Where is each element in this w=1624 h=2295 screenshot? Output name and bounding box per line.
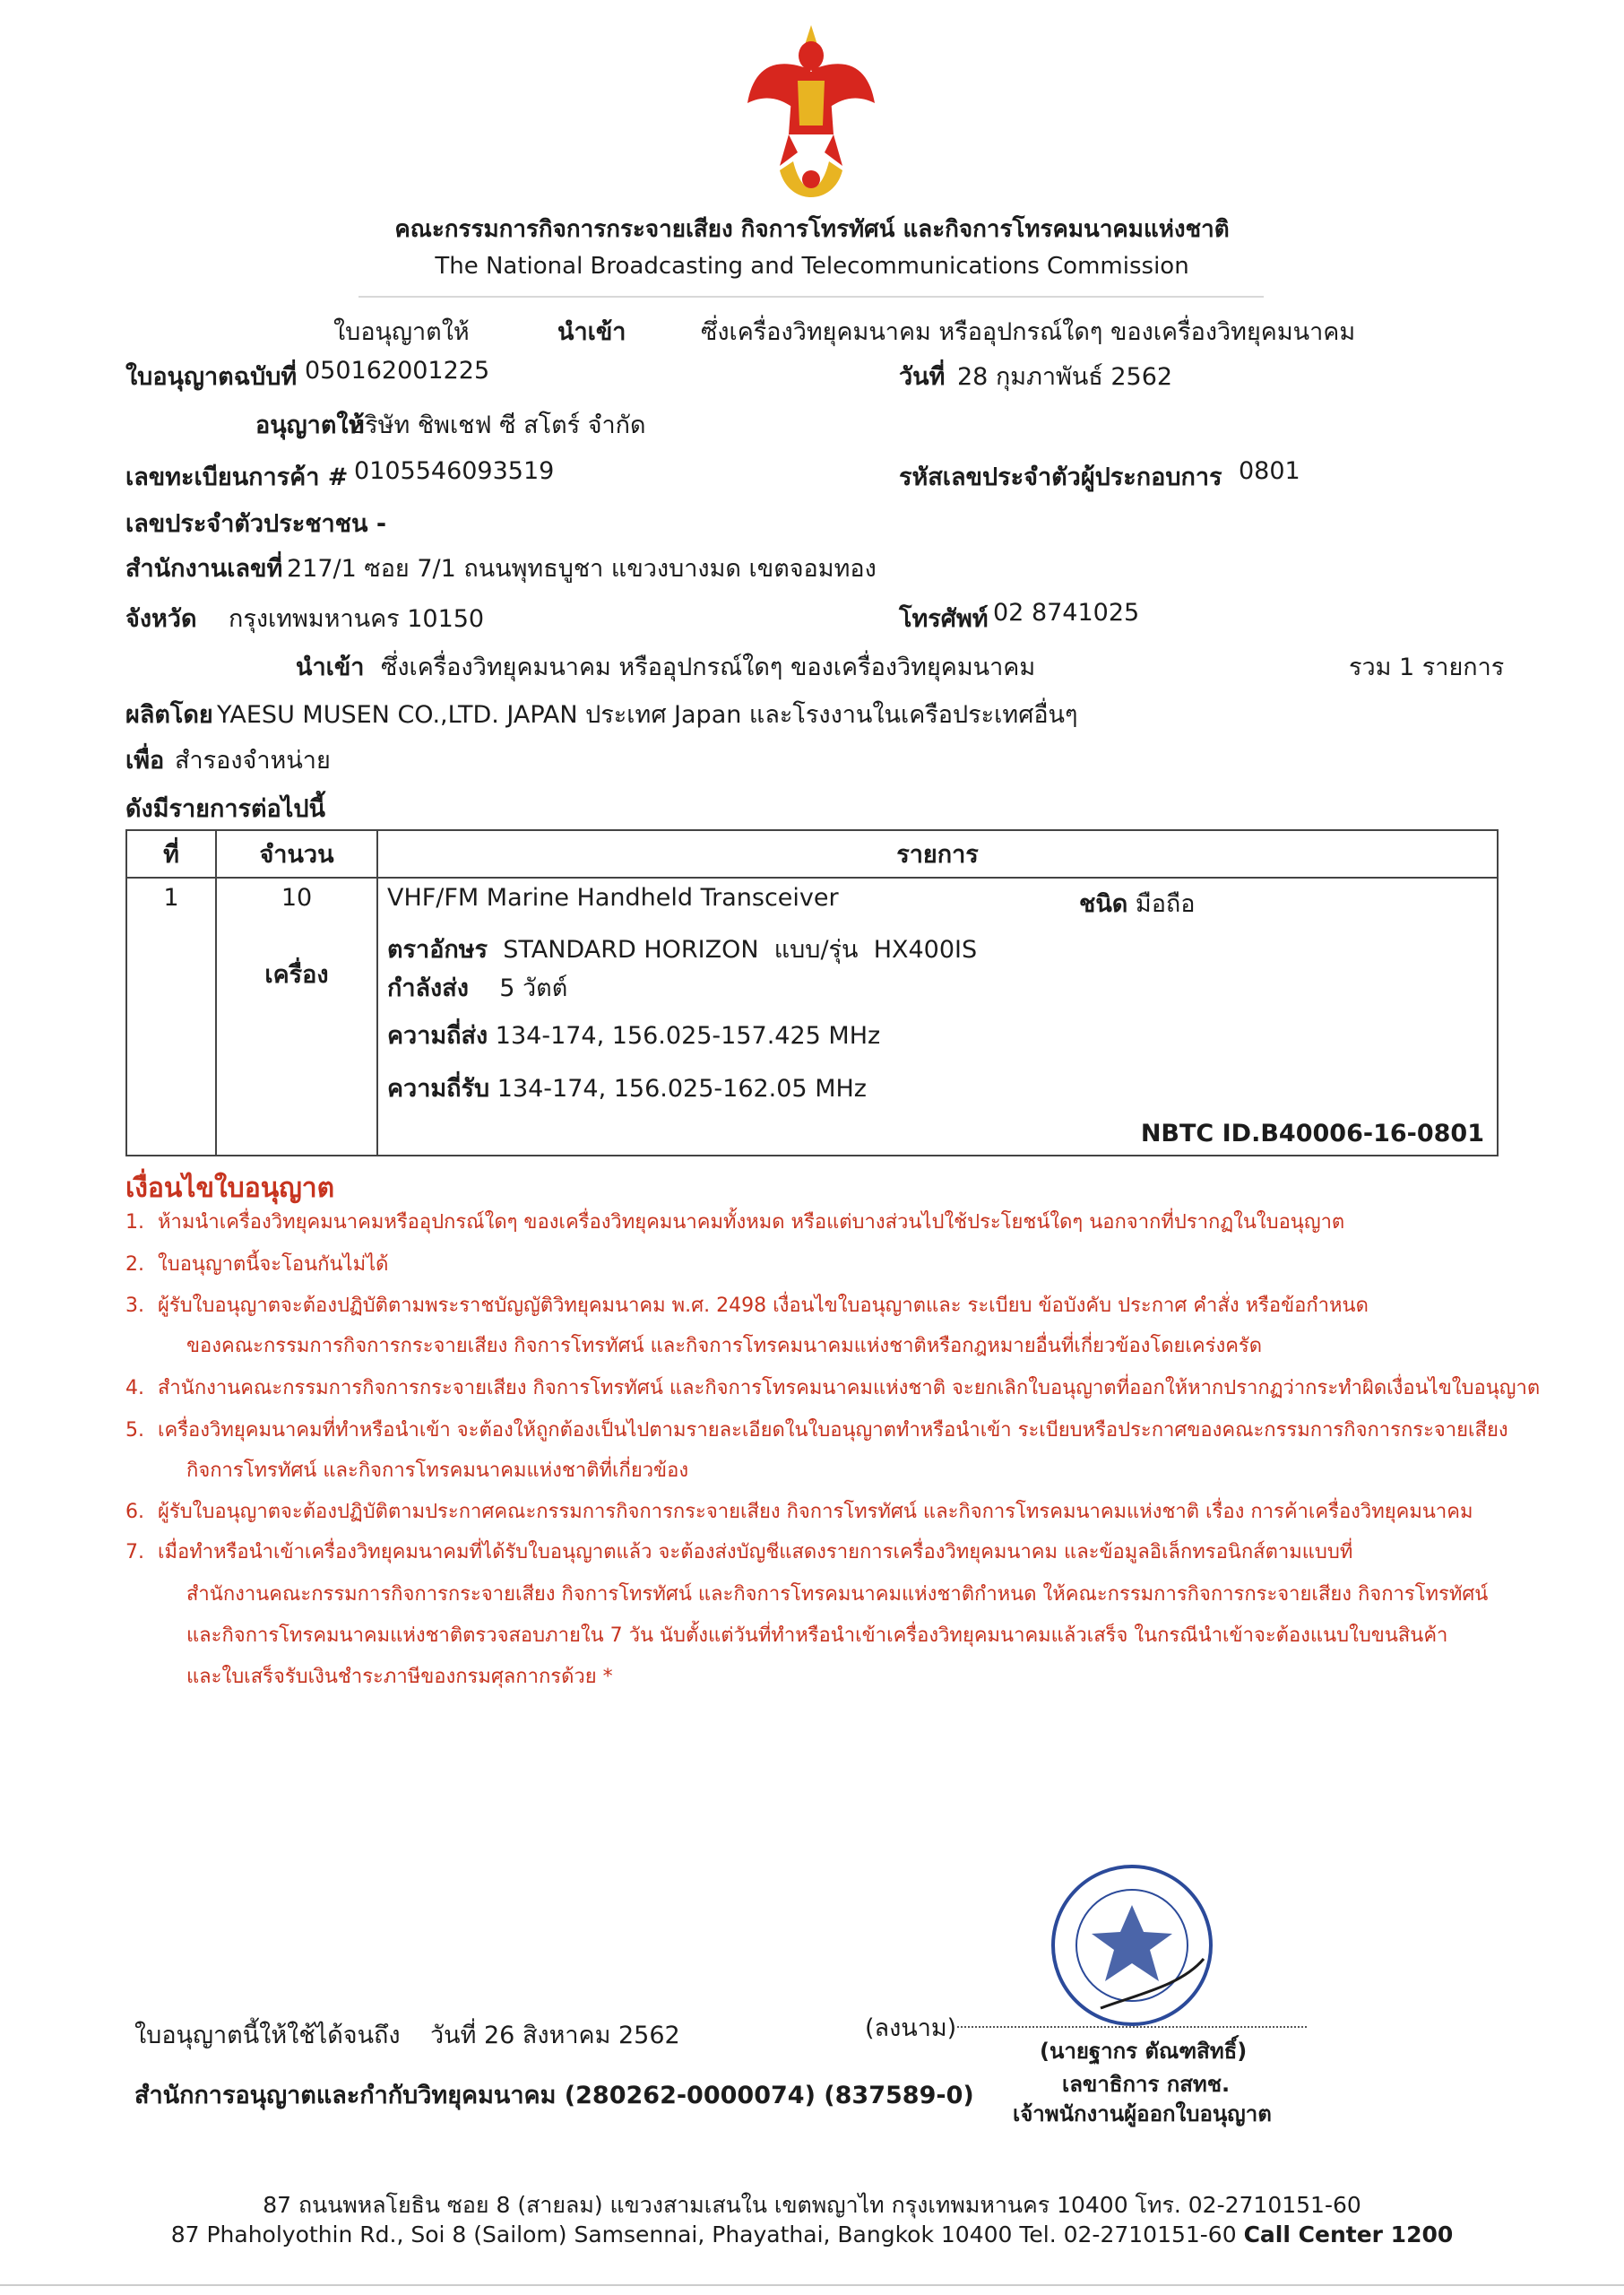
province-value: กรุงเทพมหานคร 10150 (229, 605, 485, 633)
kind-value: มือถือ (1135, 890, 1196, 918)
condition-line (125, 1578, 1488, 1609)
license-type-desc: ซึ่งเครื่องวิทยุคมนาคม หรืออุปกรณ์ใดๆ ของเครื่องวิทยุคมนาคม (701, 318, 1356, 346)
call-center: Call Center 1200 (1243, 2221, 1454, 2247)
footer-address-english-line (0, 2221, 1624, 2247)
condition-line (125, 1372, 1540, 1403)
condition-text: ใบอนุญาตนี้จะโอนกันไม่ได้ (158, 1253, 389, 1276)
condition-line (125, 1536, 1352, 1567)
condition-number: 6. (125, 1501, 144, 1523)
model-value: HX400IS (873, 936, 978, 964)
maker-value: YAESU MUSEN CO.,LTD. JAPAN ประเทศ Japan และโรงงานในเครือประเทศอื่นๆ (217, 701, 1078, 729)
model-label: แบบ/รุ่น (773, 936, 859, 964)
condition-line (125, 1289, 1369, 1321)
grantee-value: บริษัท ชิพเชฟ ซี สโตร์ จำกัด (350, 411, 646, 439)
total-items: รวม 1 รายการ (1349, 654, 1505, 681)
condition-text: กิจการโทรทัศน์ และกิจการโทรคมนาคมแห่งชาติที่เกี่ยวข้อง (186, 1459, 689, 1482)
import-desc: ซึ่งเครื่องวิทยุคมนาคม หรืออุปกรณ์ใดๆ ของเครื่องวิทยุคมนาคม (381, 654, 1036, 681)
licensing-office: สำนักการอนุญาตและกำกับวิทยุคมนาคม (280262-0000074) (837589-0) (134, 2082, 974, 2109)
garuda-emblem (744, 18, 878, 206)
condition-text: สำนักงานคณะกรรมการกิจการกระจายเสียง กิจการโทรทัศน์ และกิจการโทรคมนาคมแห่งชาติ จะยกเลิกใบอนุญาตที่ออกให้หากปรากฏว่ากระทำผิดเงื่อนไขใบอนุญาต (158, 1377, 1541, 1399)
item-name: VHF/FM Marine Handheld Transceiver (387, 884, 839, 912)
col-qty-header: จำนวน (216, 830, 377, 878)
office-value: 217/1 ซอย 7/1 ถนนพุทธบูชา แขวงบางมด เขตจอมทอง (287, 555, 877, 583)
org-name-thai: คณะกรรมการกิจการกระจายเสียง กิจการโทรทัศน์ และกิจการโทรคมนาคมแห่งชาติ (394, 216, 1230, 243)
condition-number: 3. (125, 1295, 144, 1317)
phone-value: 02 8741025 (993, 599, 1140, 627)
province-label: จังหวัด (125, 605, 197, 633)
maker-label: ผลิตโดย (125, 701, 213, 729)
condition-number: 4. (125, 1377, 144, 1399)
condition-line (125, 1329, 1262, 1361)
citizen-id-label: เลขประจำตัวประชาชน - (125, 510, 387, 538)
import-label: นำเข้า (296, 654, 365, 681)
condition-text: ห้ามนำเครื่องวิทยุคมนาคมหรืออุปกรณ์ใดๆ ของเครื่องวิทยุคมนาคมทั้งหมด หรือแต่บางส่วนไปใช้ประโยชน์ใดๆ นอกจากที่ปรากฏในใบอนุญาต (158, 1211, 1345, 1234)
condition-text: และใบเสร็จรับเงินชำระภาษีของกรมศุลกากรด้วย * (186, 1666, 613, 1688)
items-table (125, 829, 1499, 1156)
condition-line (125, 1660, 613, 1692)
sign-label: (ลงนาม) (865, 2014, 957, 2042)
row-qty: 10 (281, 884, 313, 912)
footer-address-english: 87 Phaholyothin Rd., Soi 8 (Sailom) Samsennai, Phayathai, Bangkok 10400 Tel. 02-2710151-60 (170, 2221, 1237, 2247)
license-number-label: ใบอนุญาตฉบับที่ (125, 363, 298, 391)
col-no-header: ที่ (126, 830, 216, 878)
purpose-value: สำรองจำหน่าย (175, 747, 331, 775)
nbtc-id: NBTC ID.B40006-16-0801 (1140, 1120, 1484, 1148)
kind-label: ชนิด (1079, 890, 1128, 918)
trade-reg-label: เลขทะเบียนการค้า # (125, 463, 349, 491)
purpose-label: เพื่อ (125, 747, 165, 775)
condition-text: เครื่องวิทยุคมนาคมที่ทำหรือนำเข้า จะต้องให้ถูกต้องเป็นไปตามรายละเอียดในใบอนุญาตทำหรือนำเข้า ระเบียบหรือประกาศของคณะกรรมการกิจการกระจายเสียง (158, 1419, 1508, 1442)
col-item-header: รายการ (377, 830, 1498, 878)
validity-label: ใบอนุญาตนี้ให้ใช้ได้จนถึง (134, 2022, 401, 2049)
official-seal (1047, 1860, 1217, 2031)
conditions-title: เงื่อนไขใบอนุญาต (125, 1173, 335, 1204)
validity-date: วันที่ 26 สิงหาคม 2562 (430, 2022, 680, 2049)
signatory-name: (นายฐากร ตัณฑสิทธิ์) (1040, 2039, 1248, 2064)
row-no: 1 (126, 878, 216, 1156)
trade-reg-value: 0105546093519 (354, 457, 555, 485)
condition-text: ของคณะกรรมการกิจการกระจายเสียง กิจการโทรทัศน์ และกิจการโทรคมนาคมแห่งชาติหรือกฎหมายอื่นที่เกี่ยวข้องโดยเคร่งครัด (186, 1335, 1263, 1357)
condition-line (125, 1619, 1447, 1650)
condition-text: เมื่อทำหรือนำเข้าเครื่องวิทยุคมนาคมที่ได้รับใบอนุญาตแล้ว จะต้องส่งบัญชีแสดงรายการเครื่องวิทยุคมนาคม และข้อมูลอิเล็กทรอนิกส์ตามแบบที่ (158, 1541, 1353, 1563)
license-date-label: วันที่ (899, 363, 946, 391)
rx-freq-value: 134-174, 156.025-162.05 MHz (497, 1075, 867, 1103)
condition-text: และกิจการโทรคมนาคมแห่งชาติตรวจสอบภายใน 7 วัน นับตั้งแต่วันที่ทำหรือนำเข้าเครื่องวิทยุคมนาคมแล้วเสร็จ ในกรณีนำเข้าจะต้องแนบใบขนสินค้า (186, 1624, 1448, 1647)
operator-code-label: รหัสเลขประจำตัวผู้ประกอบการ (899, 463, 1222, 491)
license-type-label: ใบอนุญาตให้ (333, 318, 470, 346)
condition-line (125, 1414, 1508, 1445)
brand-value: STANDARD HORIZON (503, 936, 759, 964)
condition-number: 2. (125, 1253, 144, 1276)
table-header-row (126, 830, 1498, 878)
condition-line (125, 1206, 1344, 1237)
license-number-value: 050162001225 (305, 357, 490, 385)
grantee-label: อนุญาตให้ (255, 411, 365, 439)
signature-line (957, 2026, 1307, 2028)
condition-line (125, 1495, 1473, 1527)
condition-text: สำนักงานคณะกรรมการกิจการกระจายเสียง กิจการโทรทัศน์ และกิจการโทรคมนาคมแห่งชาติกำหนด ให้คณะกรรมการกิจการกระจายเสียง กิจการโทรทัศน์ (186, 1583, 1489, 1606)
tx-freq-label: ความถี่ส่ง (387, 1022, 488, 1050)
rx-freq-label: ความถี่รับ (387, 1075, 490, 1103)
row-item-cell (377, 878, 1498, 1156)
power-value: 5 วัตต์ (499, 974, 568, 1002)
office-label: สำนักงานเลขที่ (125, 555, 283, 583)
row-unit: เครื่อง (264, 961, 329, 989)
condition-text: ผู้รับใบอนุญาตจะต้องปฏิบัติตามประกาศคณะกรรมการกิจการกระจายเสียง กิจการโทรทัศน์ และกิจการโทรคมนาคมแห่งชาติ เรื่อง การค้าเครื่องวิทยุคมนาคม (158, 1501, 1473, 1523)
power-label: กำลังส่ง (387, 974, 469, 1002)
operator-code-value: 0801 (1239, 457, 1300, 485)
org-name-english: The National Broadcasting and Telecommunications Commission (435, 253, 1189, 280)
signatory-title: เลขาธิการ กสทช. (1062, 2072, 1231, 2097)
list-heading: ดังมีรายการต่อไปนี้ (125, 795, 325, 823)
phone-label: โทรศัพท์ (899, 605, 989, 633)
condition-number: 5. (125, 1419, 144, 1442)
bottom-divider (0, 2284, 1624, 2286)
condition-line (125, 1454, 688, 1485)
license-date-value: 28 กุมภาพันธ์ 2562 (957, 363, 1173, 391)
condition-text: ผู้รับใบอนุญาตจะต้องปฏิบัติตามพระราชบัญญัติวิทยุคมนาคม พ.ศ. 2498 เงื่อนไขใบอนุญาตและ ระเบียบ ข้อบังคับ ประกาศ คำสั่ง หรือข้อกำหนด (158, 1295, 1369, 1317)
row-qty-cell (216, 878, 377, 1156)
brand-label: ตราอักษร (387, 936, 488, 964)
condition-number: 1. (125, 1211, 144, 1234)
condition-line (125, 1248, 388, 1279)
header-divider (358, 296, 1264, 298)
license-type-action: นำเข้า (557, 318, 626, 346)
condition-number: 7. (125, 1541, 144, 1563)
footer-address-thai: 87 ถนนพหลโยธิน ซอย 8 (สายลม) แขวงสามเสนใน เขตพญาไท กรุงเทพมหานคร 10400 โทร. 02-2710151-60 (263, 2192, 1361, 2218)
signatory-role: เจ้าพนักงานผู้ออกใบอนุญาต (1013, 2101, 1272, 2126)
tx-freq-value: 134-174, 156.025-157.425 MHz (495, 1022, 881, 1050)
table-row (126, 878, 1498, 1156)
